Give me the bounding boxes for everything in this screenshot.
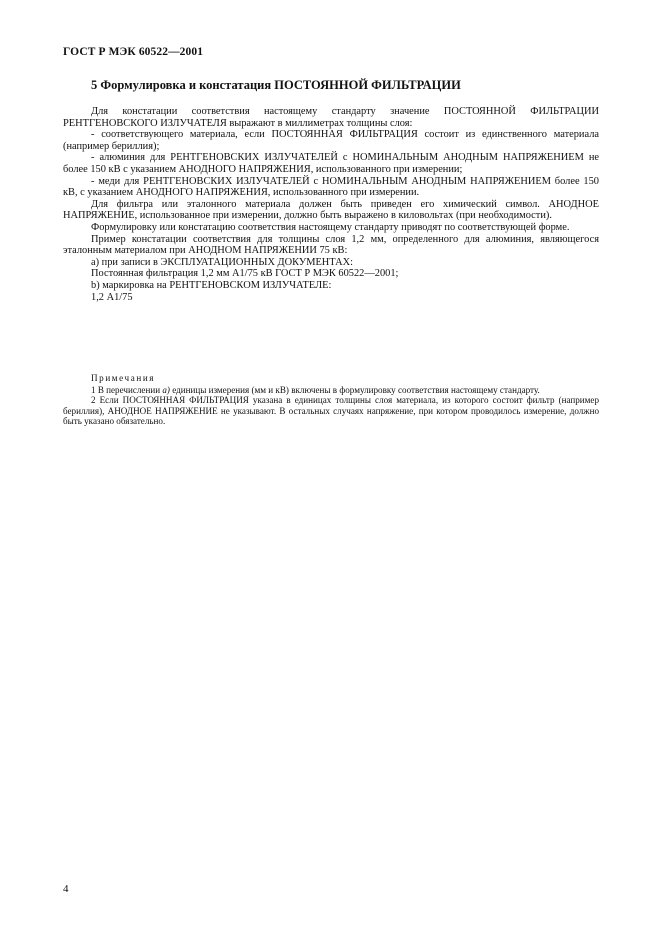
document-header: ГОСТ Р МЭК 60522—2001 (63, 46, 204, 58)
note-1-reference: а) (162, 384, 170, 395)
section-title: 5 Формулировка и констатация ПОСТОЯННОЙ ФИЛЬТРАЦИИ (91, 78, 461, 92)
notes-title: Примечания (91, 373, 156, 383)
note-1 (63, 385, 599, 396)
example-item: a) при записи в ЭКСПЛУАТАЦИОННЫХ ДОКУМЕНТАХ: (91, 256, 354, 268)
paragraph: Формулировку или констатацию соответствия настоящему стандарту приводят по соответствующей форме. (91, 221, 570, 233)
paragraph: Для констатации соответствия настоящему стандарту значение ПОСТОЯННОЙ ФИЛЬТРАЦИИ РЕНТГЕНОВСКОГО ИЗЛУЧАТЕЛЯ выражают в миллиметрах толщины слоя: (63, 106, 599, 129)
paragraph: Для фильтра или эталонного материала должен быть приведен его химический символ. АНОДНОЕ НАПРЯЖЕНИЕ, использованное при измерении, должно быть выражено в киловольтах (при необходимости). (63, 198, 599, 222)
section-body (63, 106, 599, 303)
note-2: 2 Если ПОСТОЯННАЯ ФИЛЬТРАЦИЯ указана в единицах толщины слоя материала, из которого состоит фильтр (например бериллия), АНОДНОЕ НАПРЯЖЕНИЕ не указывают. В остальных случаях напряжение, при котором проводилось измерение, должно быть указано обязательно. (63, 395, 599, 427)
paragraph: Пример констатации соответствия для толщины слоя 1,2 мм, определенного для алюминия, являющегося эталонным материалом при АНОДНОМ НАПРЯЖЕНИИ 75 кВ: (63, 233, 599, 257)
note-1-text-start: 1 В перечислении (91, 384, 163, 395)
example-item: b) маркировка на РЕНТГЕНОВСКОМ ИЗЛУЧАТЕЛЕ: (91, 279, 332, 291)
list-item: - соответствующего материала, если ПОСТОЯННАЯ ФИЛЬТРАЦИЯ состоит из единственного материала (например бериллия); (63, 129, 599, 152)
example-text: 1,2 А1/75 (91, 291, 133, 303)
example-text: Постоянная фильтрация 1,2 мм А1/75 кВ ГОСТ Р МЭК 60522—2001; (91, 268, 399, 280)
notes-block (63, 373, 599, 427)
page-number: 4 (63, 883, 69, 895)
list-item: - меди для РЕНТГЕНОВСКИХ ИЗЛУЧАТЕЛЕЙ с НОМИНАЛЬНЫМ АНОДНЫМ НАПРЯЖЕНИЕМ более 150 кВ, с указанием АНОДНОГО НАПРЯЖЕНИЯ, использованного при измерении. (63, 175, 599, 199)
note-1-text-end: единицы измерения (мм и кВ) включены в формулировку соответствия настоящему стандарту. (169, 384, 540, 395)
list-item: - алюминия для РЕНТГЕНОВСКИХ ИЗЛУЧАТЕЛЕЙ с НОМИНАЛЬНЫМ АНОДНЫМ НАПРЯЖЕНИЕМ не более 150 кВ с указанием АНОДНОГО НАПРЯЖЕНИЯ, использованного при измерении; (63, 152, 599, 175)
